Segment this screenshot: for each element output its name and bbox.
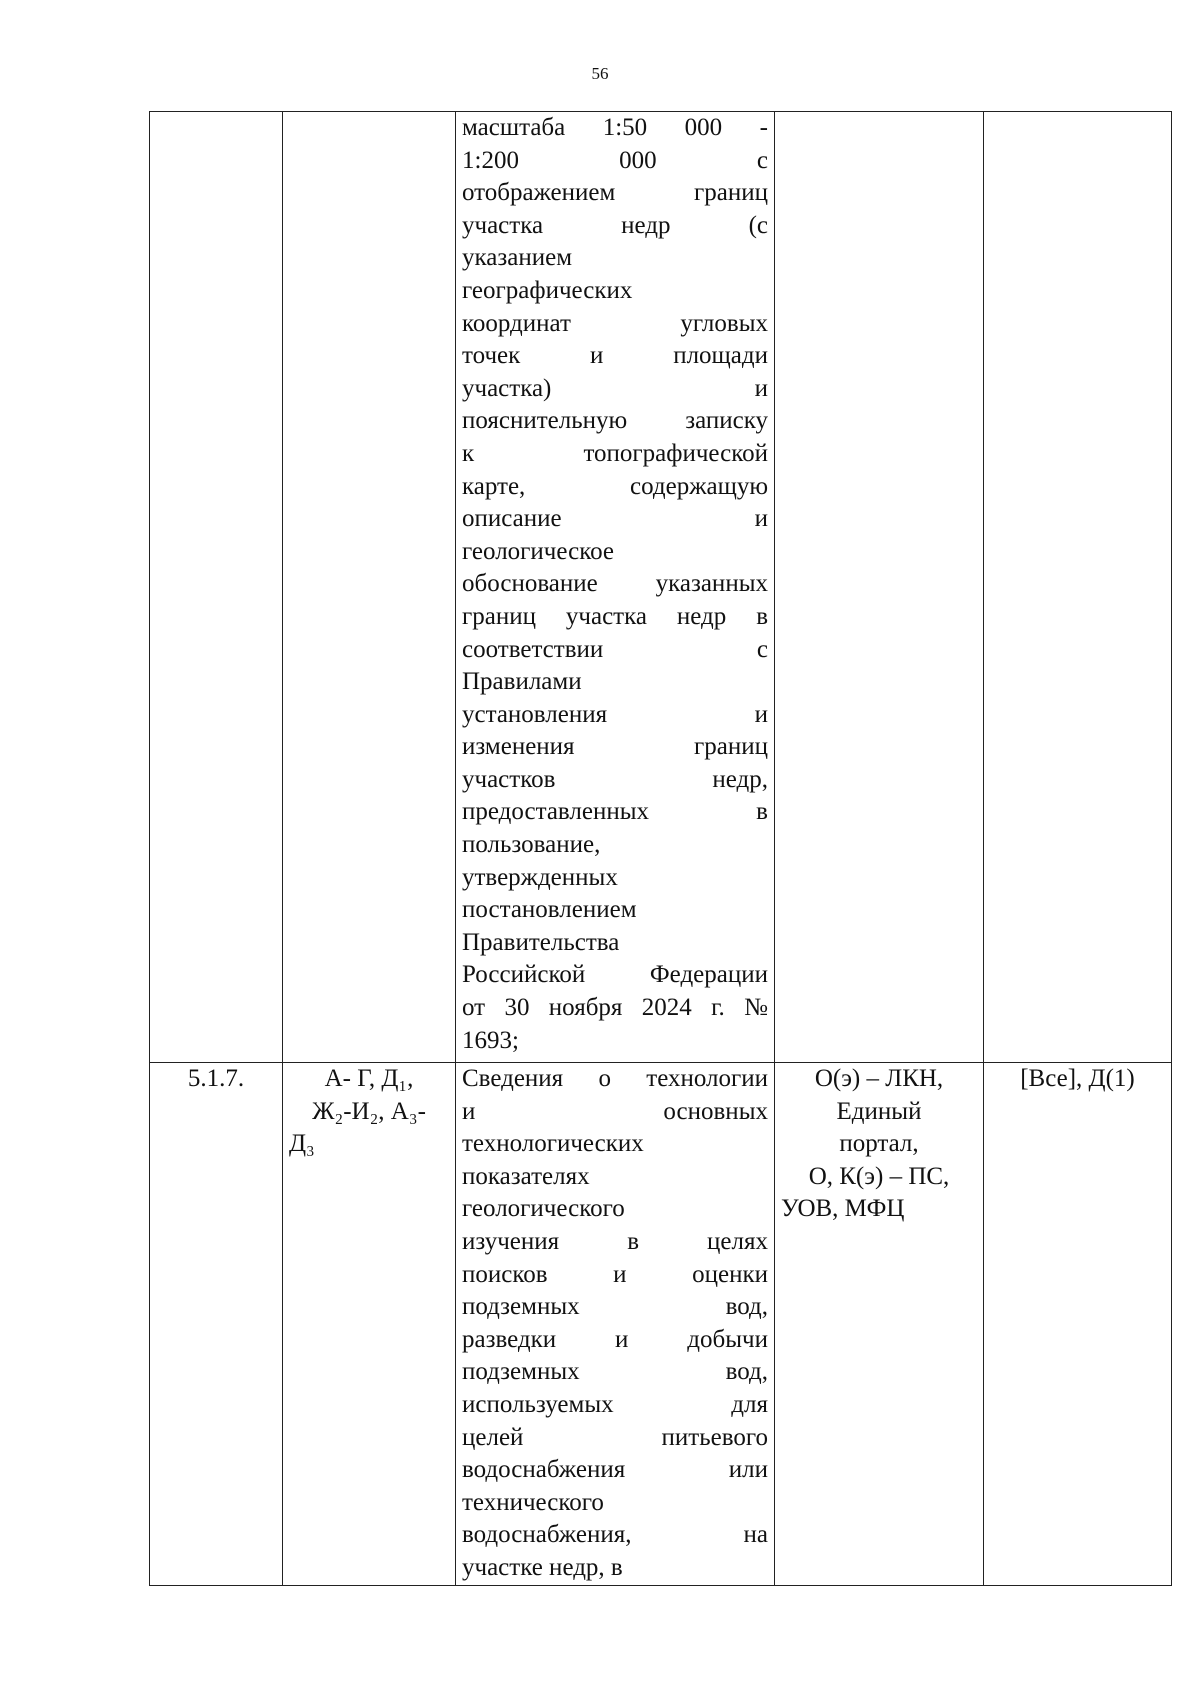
description-line: изучения в целях (462, 1227, 768, 1255)
description-line: карте, содержащую (462, 472, 768, 500)
description-line: показателях (462, 1162, 590, 1190)
service-channel-line: УОВ, МФЦ (781, 1195, 905, 1223)
description-line: подземных вод, (462, 1358, 768, 1386)
applicant-codes-cell (283, 112, 456, 1063)
description-line: обоснование указанных (462, 570, 768, 598)
table-row (150, 112, 1172, 1063)
description-line: участка) и (462, 374, 768, 402)
description-line: геологического (462, 1195, 625, 1223)
description-line: от 30 ноября 2024 г. № (462, 994, 768, 1022)
description-line: водоснабжения, на (462, 1521, 768, 1549)
description-line: изменения границ (462, 733, 768, 761)
description-line: 1:200 000 с (462, 146, 768, 174)
description-line: точек и площади (462, 342, 768, 370)
description-line: к топографической (462, 439, 768, 467)
service-channel-line: О(э) – ЛКН, (814, 1065, 944, 1092)
description-line: технического (462, 1488, 604, 1516)
description-line: координат угловых (462, 309, 768, 337)
submission-channels-cell (775, 112, 984, 1063)
description-line: участков недр, (462, 765, 768, 793)
description-line: Правительства (462, 928, 620, 956)
description-line: постановлением (462, 896, 637, 924)
description-line: географических (462, 276, 633, 304)
row-number-cell (150, 112, 283, 1063)
description-line: геологическое (462, 537, 614, 565)
description-line: пояснительную записку (462, 407, 768, 435)
description-line: Правилами (462, 668, 582, 696)
applicant-code-line: А- Г, Д₁, (324, 1065, 414, 1092)
description-line: технологических (462, 1130, 644, 1158)
description-line: пользование, (462, 831, 601, 859)
requirements-table (149, 111, 1172, 1586)
row-number-cell: 5.1.7. (150, 1063, 283, 1586)
description-line: границ участка недр в (462, 602, 768, 630)
service-channel-line: Единый (836, 1097, 922, 1125)
description-line: масштаба 1:50 000 - (462, 114, 768, 141)
description-line: указанием (462, 244, 573, 272)
applicant-code-line: Ж₂-И₂, А₃- (312, 1097, 426, 1125)
description-line: используемых для (462, 1390, 768, 1418)
submission-channels-cell (775, 1063, 984, 1586)
description-line: Российской Федерации (462, 961, 768, 989)
applicant-codes-cell (283, 1063, 456, 1586)
applicant-code-line: Д₃ (289, 1130, 315, 1158)
description-line: Сведения о технологии (462, 1065, 768, 1092)
description-line: и основных (462, 1097, 768, 1125)
applicability-cell (984, 112, 1172, 1063)
description-line: установления и (462, 700, 768, 728)
description-line: утвержденных (462, 863, 618, 891)
description-line: водоснабжения или (462, 1456, 768, 1484)
table-row (150, 1063, 1172, 1586)
document-description-cell (456, 112, 775, 1063)
applicability-cell: [Все], Д(1) (984, 1063, 1172, 1586)
description-line: предоставленных в (462, 798, 768, 826)
page-number: 56 (591, 64, 609, 83)
description-line: соответствии с (462, 635, 768, 663)
document-description-cell (456, 1063, 775, 1586)
description-line: поисков и оценки (462, 1260, 768, 1288)
description-line: разведки и добычи (462, 1325, 768, 1353)
service-channel-line: О, К(э) – ПС, (808, 1162, 950, 1190)
description-line: отображением границ (462, 179, 768, 207)
description-line: участке недр, в (462, 1553, 623, 1581)
description-line: описание и (462, 505, 768, 533)
description-line: участка недр (с (462, 211, 768, 239)
service-channel-line: портал, (839, 1130, 919, 1158)
description-line: 1693; (462, 1026, 519, 1054)
description-line: целей питьевого (462, 1423, 768, 1451)
description-line: подземных вод, (462, 1293, 768, 1321)
